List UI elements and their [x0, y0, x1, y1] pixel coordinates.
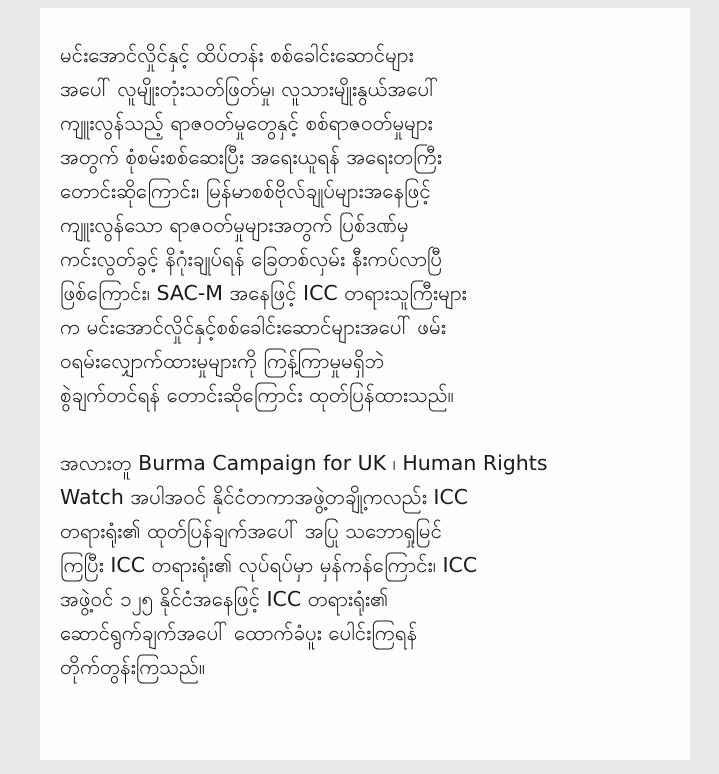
article-page	[40, 8, 690, 760]
article-paragraph-2: အလားတူ Burma Campaign for UK ၊ Human Rights Watch အပါအဝင် နိုင်ငံတကာအဖွဲ့တချို့ကလည်း ICC တရားရုံး၏ ထုတ်ပြန်ချက်အပေါ် အပြု သဘောရှုမြင် ကြပြီး ICC တရားရုံး၏ လုပ်ရပ်မှာ မှန်ကန်ကြောင်း၊ ICC အဖွဲ့ဝင် ၁၂၅ နိုင်ငံအနေဖြင့် ICC တရားရုံး၏ ဆောင်ရွက်ချက်အပေါ် ထောက်ခံပူး ပေါင်းကြရန် တိုက်တွန်းကြသည်။	[60, 451, 548, 679]
article-paragraph-1: မင်းအောင်လှိုင်နှင့် ထိပ်တန်း စစ်ခေါင်းဆောင်များ အပေါ် လူမျိုးတုံးသတ်ဖြတ်မှု၊ လူသားမျိုးနွယ်အပေါ် ကျူးလွန်သည့် ရာဇဝတ်မှုတွေနှင့် စစ်ရာဇဝတ်မှုများ အတွက် စုံစမ်းစစ်ဆေးပြီး အရေးယူရန် အရေးတကြီး တောင်းဆိုကြောင်း၊ မြန်မာစစ်ဗိုလ်ချုပ်များအနေဖြင့် ကျူးလွန်သော ရာဇဝတ်မှုများအတွက် ပြစ်ဒဏ်မှ ကင်းလွတ်ခွင့် နိဂုံးချုပ်ရန် ခြေတစ်လှမ်း နီးကပ်လာပြီ ဖြစ်ကြောင်း၊ SAC-M အနေဖြင့် ICC တရားသူကြီးများ က မင်းအောင်လှိုင်နှင့်စစ်ခေါင်းဆောင်များအပေါ် ဖမ်း ဝရမ်းလျှောက်ထားမှုများကို ကြန့်ကြာမှုမရှိဘဲ စွဲချက်တင်ရန် တောင်းဆိုကြောင်း ထုတ်ပြန်ထားသည်။	[60, 43, 467, 407]
